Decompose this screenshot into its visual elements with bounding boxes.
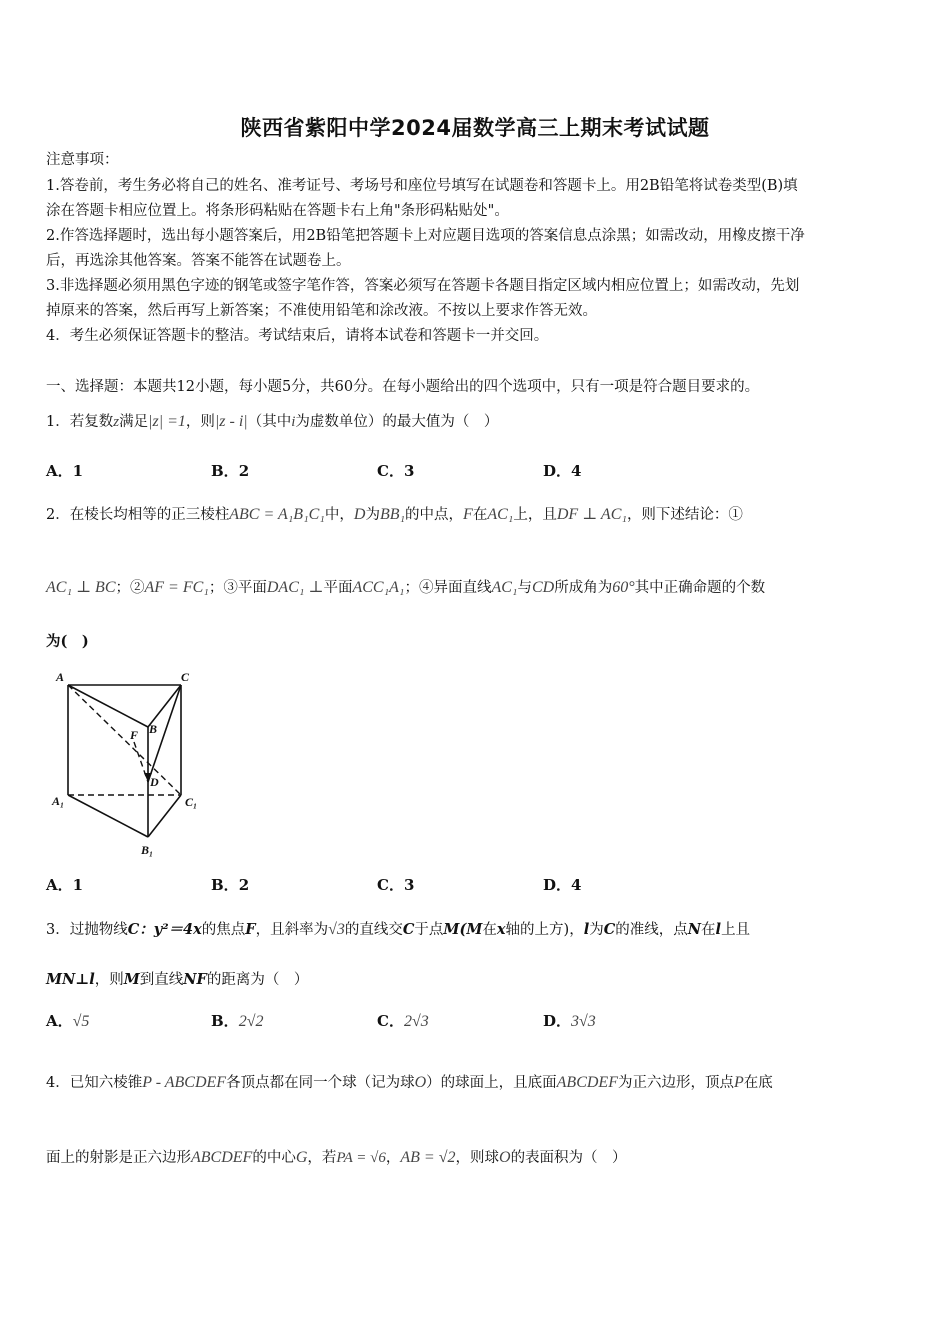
question-4-line-1: 4．已知六棱锥P - ABCDEF各顶点都在同一个球（记为球O）的球面上，且底面ABCDEF为正六边形，顶点P在底 bbox=[46, 1074, 773, 1091]
notice-line-4: 后，再选涂其他答案。答案不能答在试题卷上。 bbox=[46, 253, 351, 269]
page-title: 陕西省紫阳中学2024届数学高三上期末考试试题 bbox=[240, 116, 710, 140]
edge-cb bbox=[148, 685, 181, 727]
question-1: 1．若复数z满足|z| =1，则|z - i|（其中i为虚数单位）的最大值为（ ） bbox=[46, 413, 499, 430]
label-c1: C₁ bbox=[185, 795, 198, 809]
question-4-line-2: 面上的射影是正六边形ABCDEF的中心G，若PA = √6，AB = √2，则球O的表面积为（ ） bbox=[46, 1149, 627, 1166]
label-b1: B₁ bbox=[141, 843, 154, 857]
option-b[interactable]: B．2 bbox=[211, 462, 250, 480]
question-2-line-3: 为( ) bbox=[46, 633, 89, 650]
option-c[interactable]: C．2√3 bbox=[377, 1012, 429, 1030]
notice-heading: 注意事项： bbox=[46, 152, 119, 168]
option-c[interactable]: C．3 bbox=[377, 462, 415, 480]
section-heading: 一、选择题：本题共12小题，每小题5分，共60分。在每小题给出的四个选项中，只有一项是符合题目要求的。 bbox=[46, 379, 760, 395]
option-a[interactable]: A．1 bbox=[46, 462, 84, 480]
question-3-line-2: MN⊥l，则M到直线NF的距离为（ ） bbox=[46, 971, 309, 988]
option-b[interactable]: B．2 bbox=[211, 876, 250, 894]
notice-line-7: 4．考生必须保证答题卡的整洁。考试结束后，请将本试卷和答题卡一并交回。 bbox=[46, 328, 549, 344]
option-d[interactable]: D．4 bbox=[543, 462, 582, 480]
option-a[interactable]: A．√5 bbox=[46, 1012, 90, 1030]
edge-ac1 bbox=[68, 685, 181, 795]
label-c: C bbox=[181, 670, 190, 684]
label-a: A bbox=[56, 670, 65, 684]
question-2-line-1: 2．在棱长均相等的正三棱柱ABC = A₁B₁C₁中，D为BB₁的中点，F在AC₁上，且DF ⊥ AC₁，则下述结论：① bbox=[46, 506, 743, 523]
prism-figure bbox=[46, 665, 216, 860]
notice-line-1: 1.答卷前，考生务必将自己的姓名、准考证号、考场号和座位号填写在试题卷和答题卡上。用2B铅笔将试卷类型(B)填 bbox=[46, 178, 798, 194]
label-a1: A₁ bbox=[52, 794, 65, 808]
question-2-line-2: AC₁ ⊥ BC；②AF = FC₁；③平面DAC₁ ⊥平面ACC₁A₁；④异面直线AC₁与CD所成角为60°其中正确命题的个数 bbox=[46, 579, 766, 596]
edge-c1b1 bbox=[148, 795, 181, 837]
question-3-line-1: 3．过抛物线C：y²＝4x的焦点F，且斜率为√3的直线交C于点M(M在x轴的上方)，l为C的准线，点N在l上且 bbox=[46, 921, 751, 938]
option-d[interactable]: D．3√3 bbox=[543, 1012, 596, 1030]
edge-a1b1 bbox=[68, 795, 148, 837]
notice-line-5: 3.非选择题必须用黑色字迹的钢笔或签字笔作答，答案必须写在答题卡各题目指定区域内相应位置上；如需改动，先划 bbox=[46, 278, 800, 294]
notice-line-6: 掉原来的答案，然后再写上新答案；不准使用铅笔和涂改液。不按以上要求作答无效。 bbox=[46, 303, 597, 319]
label-f: F bbox=[130, 728, 139, 742]
option-d[interactable]: D．4 bbox=[543, 876, 582, 894]
notice-line-3: 2.作答选择题时，选出每小题答案后，用2B铅笔把答题卡上对应题目选项的答案信息点涂黑；如需改动，用橡皮擦干净 bbox=[46, 228, 805, 244]
option-a[interactable]: A．1 bbox=[46, 876, 84, 894]
label-d: D bbox=[150, 775, 159, 789]
label-b: B bbox=[149, 722, 158, 736]
notice-line-2: 涂在答题卡相应位置上。将条形码粘贴在答题卡右上角"条形码粘贴处"。 bbox=[46, 203, 509, 219]
option-c[interactable]: C．3 bbox=[377, 876, 415, 894]
option-b[interactable]: B．2√2 bbox=[211, 1012, 264, 1030]
edge-ab bbox=[68, 685, 148, 727]
